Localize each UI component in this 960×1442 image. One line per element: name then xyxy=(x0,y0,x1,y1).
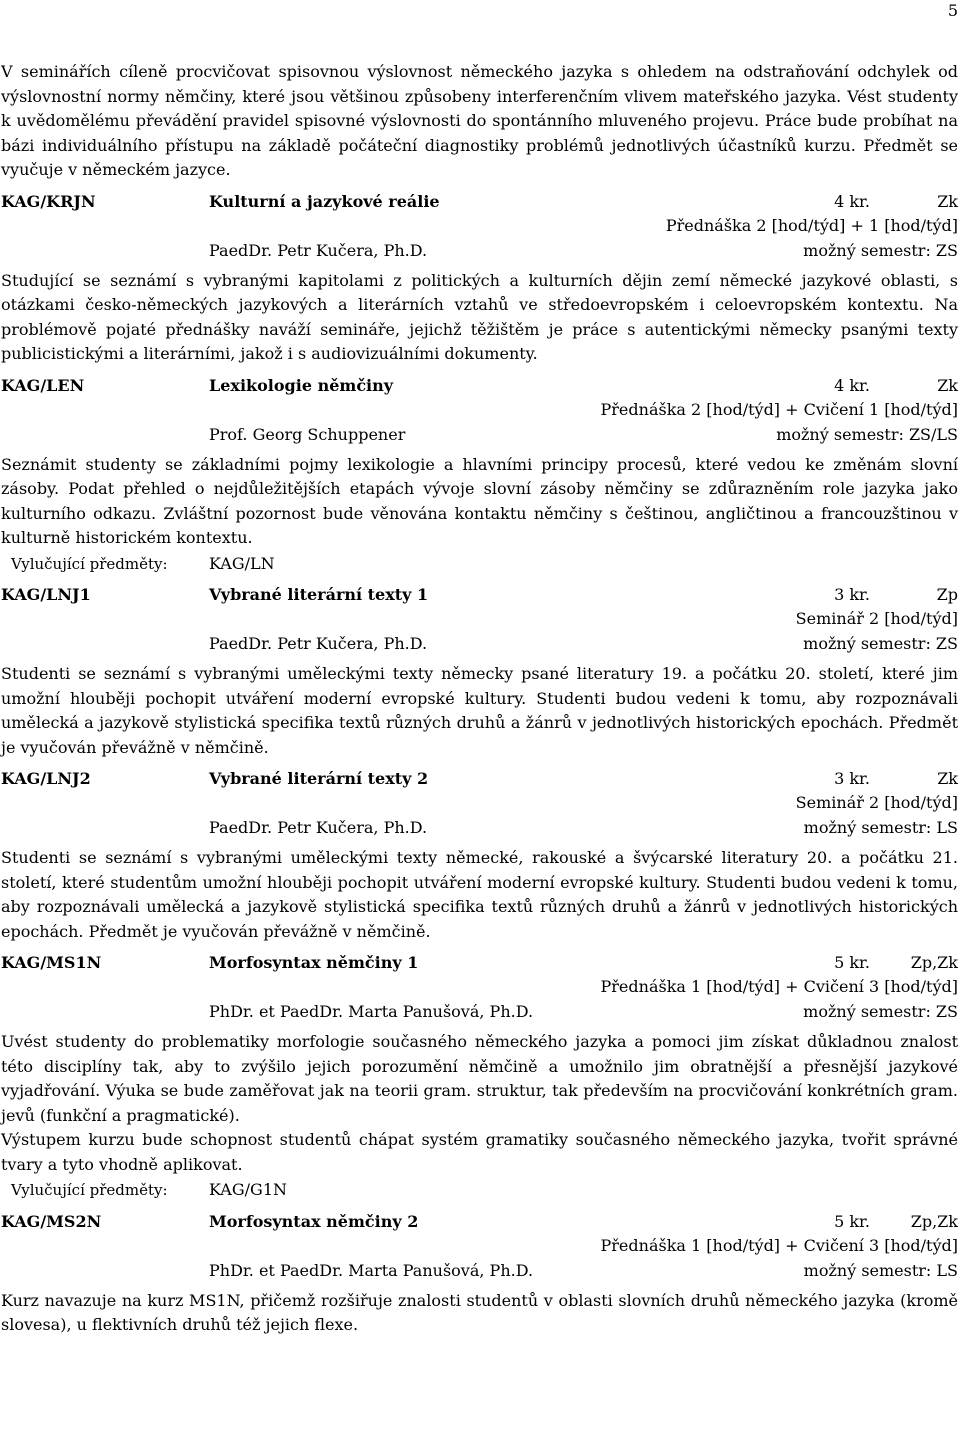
course-title: Vybrané literární texty 2 xyxy=(209,769,429,788)
excluding-courses-label: Vylučující předměty: xyxy=(11,1181,168,1199)
course-credits: 3 kr. xyxy=(834,769,870,788)
course-block xyxy=(1,190,958,367)
course-block xyxy=(1,951,958,1203)
course-hours: Přednáška 2 [hod/týd] + 1 [hod/týd] xyxy=(665,215,958,235)
course-code: KAG/LNJ1 xyxy=(1,585,91,604)
course-completion: Zp,Zk xyxy=(910,953,958,972)
course-header xyxy=(1,1210,958,1283)
course-semester: možný semestr: ZS/LS xyxy=(776,424,958,444)
course-semester: možný semestr: ZS xyxy=(803,634,958,653)
excluding-courses-label: Vylučující předměty: xyxy=(11,554,168,573)
course-semester: možný semestr: LS xyxy=(803,818,958,837)
course-teacher: PhDr. et PaedDr. Marta Panušová, Ph.D. xyxy=(209,1260,534,1280)
course-description: Studující se seznámí s vybranými kapitolami z politických a kulturních dějin zemí německé jazykové oblasti, s otázkami česko-německých jazykových a literárních vztahů ve středoevropském i celoevropském kontextu. Na problémově pojaté přednášky naváží semináře, jejichž těžištěm je práce s autentickými německy psanými texty publicistickými a literárními, jakož i s audiovizuálními dokumenty. xyxy=(1,270,958,363)
excluding-courses-value: KAG/LN xyxy=(209,553,275,573)
excluding-courses-value: KAG/G1N xyxy=(209,1180,287,1199)
course-semester: možný semestr: LS xyxy=(803,1260,958,1280)
course-completion: Zk xyxy=(937,191,958,211)
course-semester: možný semestr: ZS xyxy=(803,1002,958,1021)
course-description-extra: Výstupem kurzu bude schopnost studentů chápat systém gramatiky současného německého jazyka, tvořit správné tvary a tyto vhodně aplikovat. xyxy=(1,1130,958,1174)
course-credits: 3 kr. xyxy=(834,585,870,604)
course-description: Seznámit studenty se základními pojmy lexikologie a hlavními principy procesů, které vedou ke změnám slovní zásoby. Podat přehled o nejdůležitějších etapách vývoje slovní zásoby němčiny se zdůrazněním role jazyka jako kulturního odkazu. Zvláštní pozornost bude věnována kontaktu němčiny s češtinou, angličtinou a francouzštinou v kulturně historickém kontextu. xyxy=(1,454,958,547)
course-header xyxy=(1,951,958,1024)
course-header xyxy=(1,767,958,840)
course-block xyxy=(1,583,958,760)
course-code: KAG/LEN xyxy=(1,375,85,395)
excluding-courses xyxy=(1,552,958,577)
course-semester: možný semestr: ZS xyxy=(803,240,958,260)
course-block xyxy=(1,374,958,577)
course-block xyxy=(1,1210,958,1338)
course-hours: Seminář 2 [hod/týd] xyxy=(795,609,958,628)
course-completion: Zk xyxy=(937,375,958,395)
course-description: Kurz navazuje na kurz MS1N, přičemž rozšiřuje znalosti studentů v oblasti slovních druhů německého jazyka (kromě slovesa), u flektivních druhů též jejich flexe. xyxy=(1,1290,958,1334)
course-code: KAG/MS2N xyxy=(1,1211,102,1231)
course-title: Lexikologie němčiny xyxy=(209,375,394,395)
course-description: Studenti se seznámí s vybranými uměleckými texty německé, rakouské a švýcarské literatury 20. a počátku 21. století, které studentům umožní hlouběji pochopit utváření moderní evropské kultury. Studenti budou vedeni k tomu, aby rozpoznávali umělecká a jazykově stylistická specifika textů různých druhů a žánrů v jednotlivých historických epochách. Předmět je vyučován převážně v němčině. xyxy=(1,848,958,941)
course-teacher: PaedDr. Petr Kučera, Ph.D. xyxy=(209,240,428,260)
course-completion: Zp xyxy=(936,585,958,604)
course-title: Vybrané literární texty 1 xyxy=(209,585,429,604)
course-list xyxy=(1,190,958,1338)
course-code: KAG/MS1N xyxy=(1,953,102,972)
course-title: Kulturní a jazykové reálie xyxy=(209,191,440,211)
course-teacher: PhDr. et PaedDr. Marta Panušová, Ph.D. xyxy=(209,1002,534,1021)
course-credits: 4 kr. xyxy=(834,191,870,211)
course-header xyxy=(1,190,958,263)
course-teacher: Prof. Georg Schuppener xyxy=(209,424,406,444)
course-completion: Zp,Zk xyxy=(910,1211,958,1231)
course-header xyxy=(1,374,958,447)
course-hours: Přednáška 1 [hod/týd] + Cvičení 3 [hod/týd] xyxy=(600,1235,958,1255)
course-block xyxy=(1,767,958,944)
page-number: 5 xyxy=(947,1,958,20)
course-credits: 4 kr. xyxy=(834,375,870,395)
course-title: Morfosyntax němčiny 1 xyxy=(209,953,419,972)
course-hours: Přednáška 1 [hod/týd] + Cvičení 3 [hod/týd] xyxy=(600,977,958,996)
course-credits: 5 kr. xyxy=(834,953,870,972)
course-header xyxy=(1,583,958,656)
course-title: Morfosyntax němčiny 2 xyxy=(209,1211,419,1231)
course-credits: 5 kr. xyxy=(834,1211,870,1231)
course-completion: Zk xyxy=(937,769,958,788)
course-code: KAG/LNJ2 xyxy=(1,769,91,788)
course-code: KAG/KRJN xyxy=(1,191,96,211)
course-teacher: PaedDr. Petr Kučera, Ph.D. xyxy=(209,634,428,653)
course-teacher: PaedDr. Petr Kučera, Ph.D. xyxy=(209,818,428,837)
intro-paragraph: V seminářích cíleně procvičovat spisovnou výslovnost německého jazyka s ohledem na odstraňování odchylek od výslovnostní normy němčiny, které jsou většinou způsobeny interferenčním vlivem mateřského jazyka. Vést studenty k uvědomělému převádění pravidel spisovné výslovnosti do spontánního mluveného projevu. Práce bude probíhat na bázi individuálního přístupu na základě počáteční diagnostiky problémů jednotlivých účastníků kurzu. Předmět se vyučuje v německém jazyce. xyxy=(1,62,958,179)
excluding-courses xyxy=(1,1178,958,1203)
course-hours: Přednáška 2 [hod/týd] + Cvičení 1 [hod/týd] xyxy=(600,399,958,419)
course-description: Uvést studenty do problematiky morfologie současného německého jazyka a pomoci jim získat důkladnou znalost této disciplíny tak, aby to zvýšilo jejich porozumění němčině a umožnilo jim obratnější a přesnější jazykové vyjadřování. Výuka se bude zaměřovat jak na teorii gram. struktur, tak především na procvičování konkrétních gram. jevů (funkční a pragmatické). xyxy=(1,1032,958,1125)
course-description: Studenti se seznámí s vybranými uměleckými texty německy psané literatury 19. a počátku 20. století, které jim umožní hlouběji pochopit utváření moderní evropské kultury. Studenti budou vedeni k tomu, aby rozpoznávali umělecká a jazykově stylistická specifika textů různých druhů a žánrů v jednotlivých historických epochách. Předmět je vyučován převážně v němčině. xyxy=(1,664,958,757)
course-hours: Seminář 2 [hod/týd] xyxy=(795,793,958,812)
